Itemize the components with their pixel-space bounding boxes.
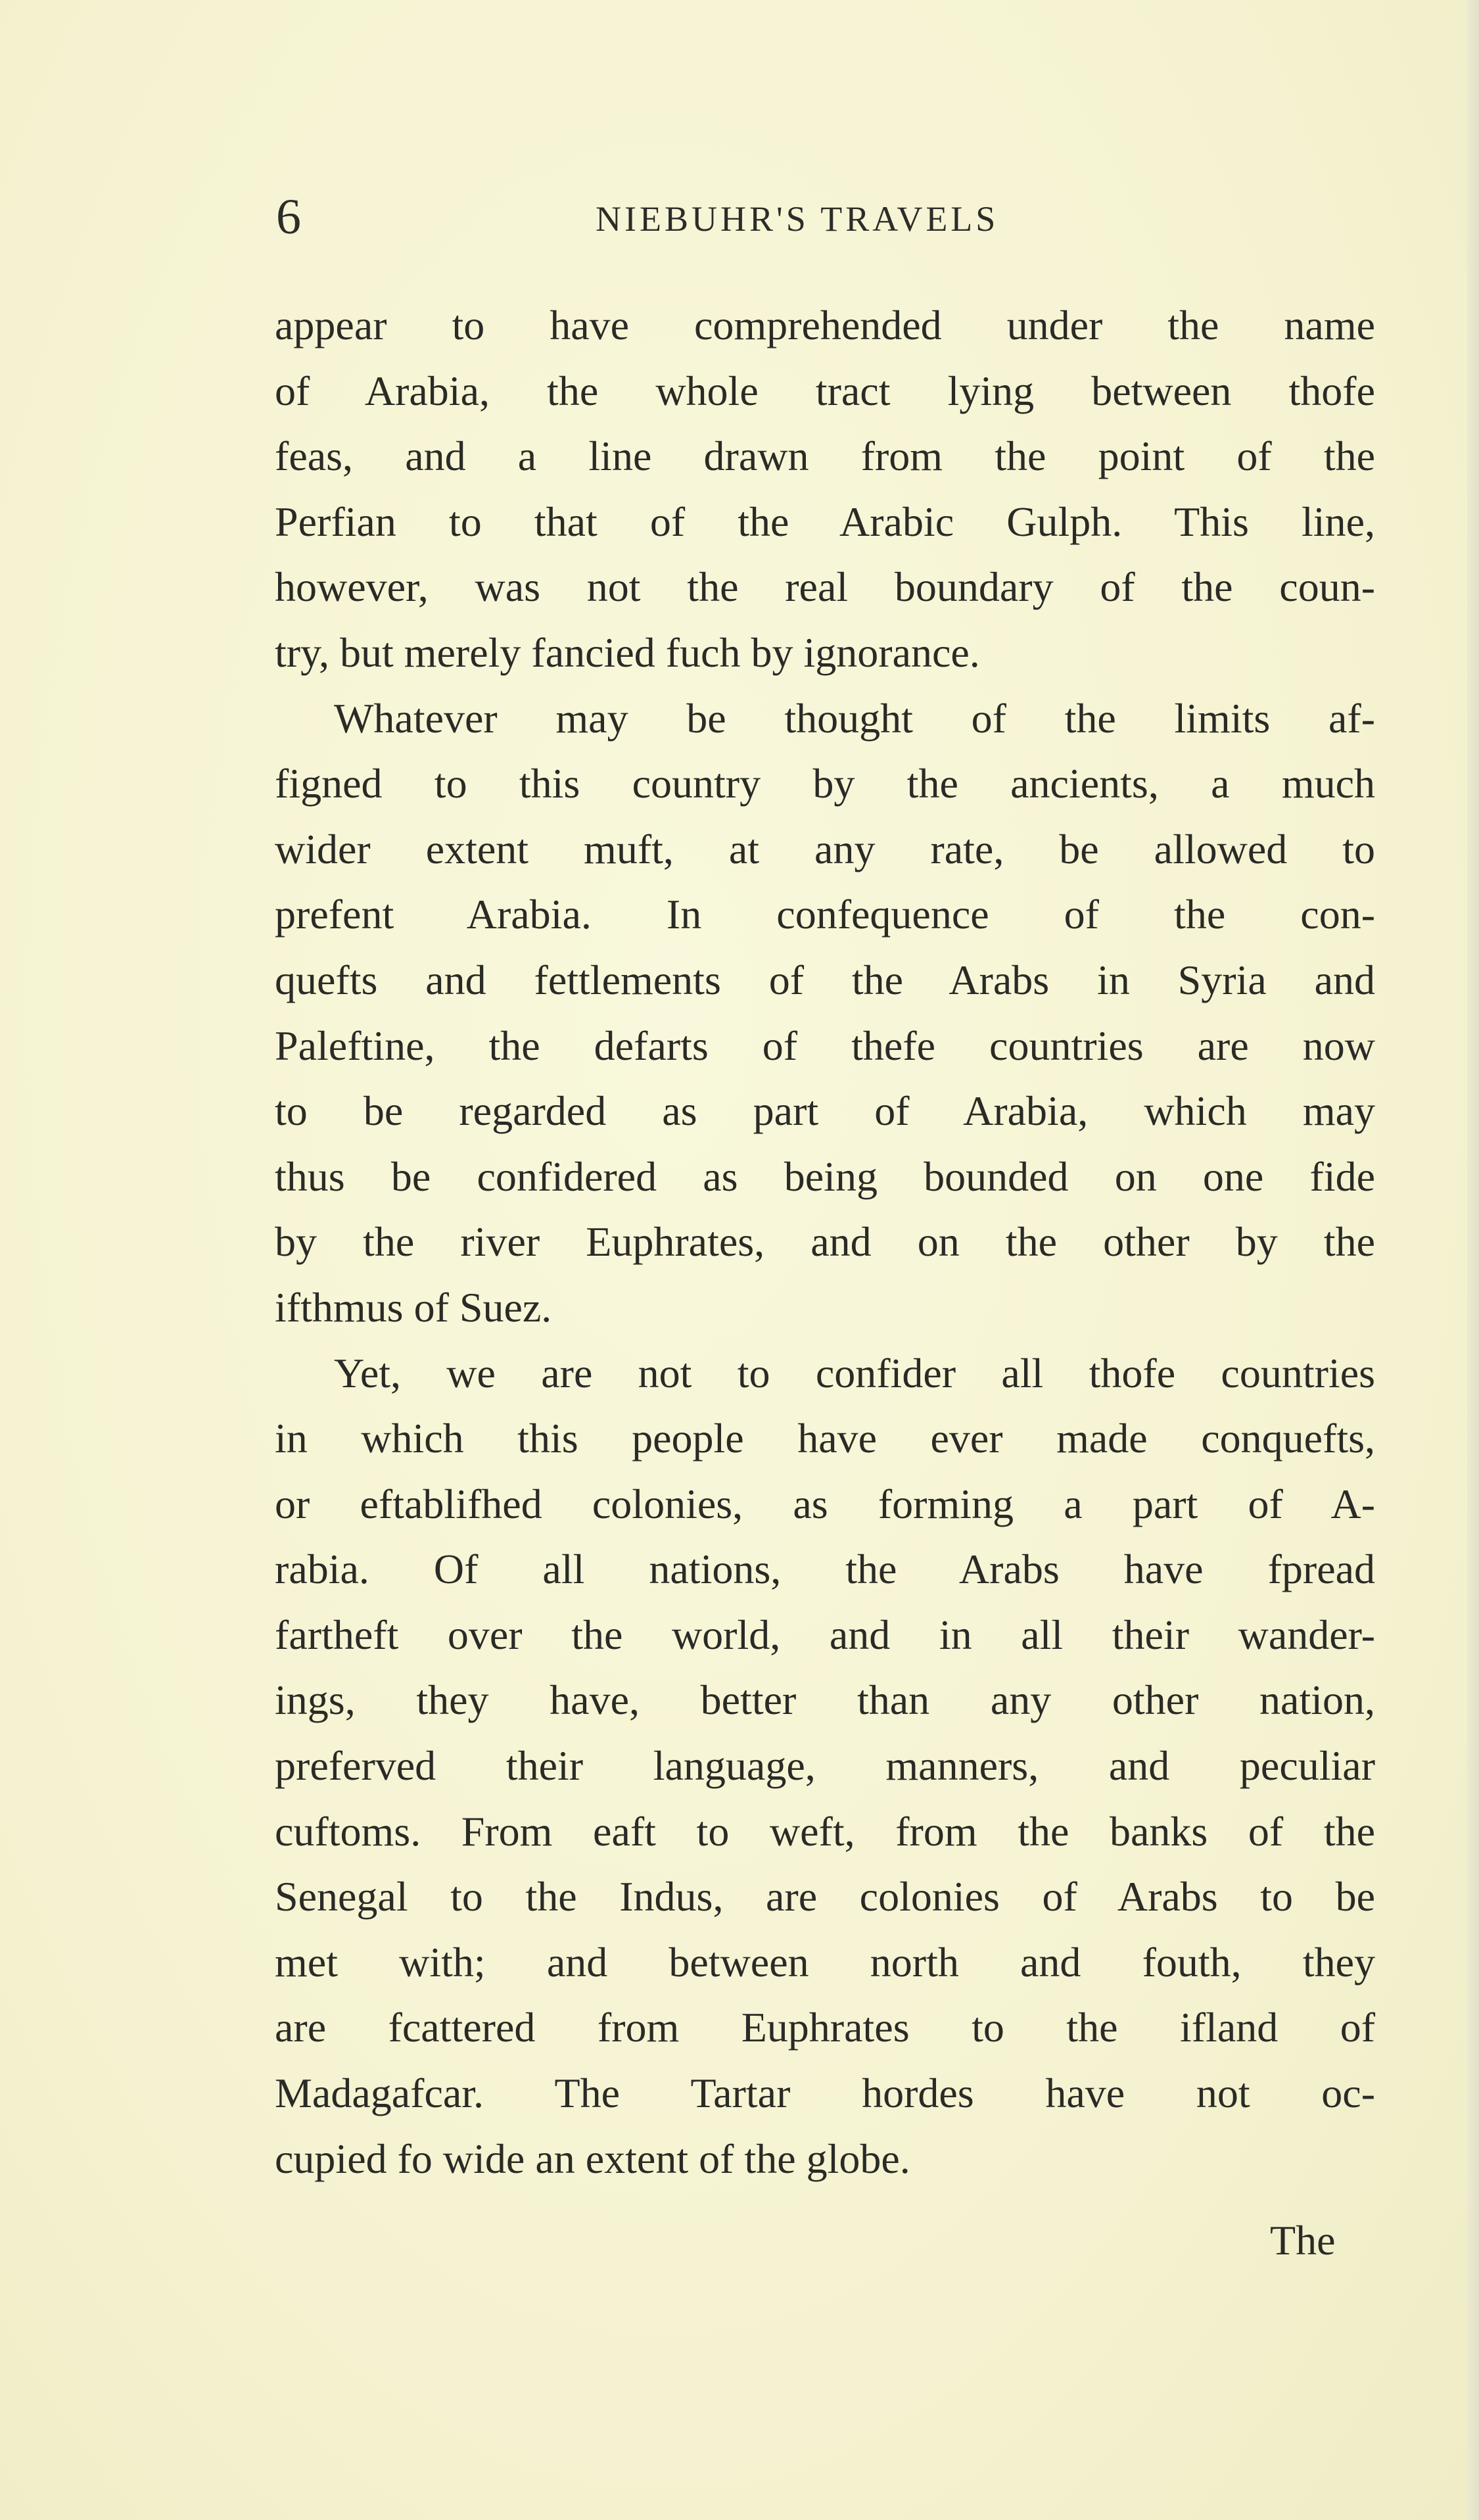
text-line: rabia. Of all nations, the Arabs have fpread bbox=[275, 1546, 1375, 1593]
text-line: however, was not the real boundary of the coun- bbox=[275, 563, 1375, 611]
text-line: thus be confidered as being bounded on one fide bbox=[275, 1153, 1375, 1200]
body-text bbox=[275, 293, 1375, 2191]
text-line: by the river Euphrates, and on the other by the bbox=[275, 1218, 1375, 1266]
page-header bbox=[276, 187, 1394, 247]
text-line: or eftablifhed colonies, as forming a part of A- bbox=[275, 1480, 1375, 1527]
text-line: Whatever may be thought of the limits af- bbox=[334, 694, 1375, 742]
text-line: in which this people have ever made conquefts, bbox=[275, 1415, 1375, 1462]
text-line: feas, and a line drawn from the point of the bbox=[275, 433, 1375, 480]
text-line: ings, they have, better than any other nation, bbox=[275, 1676, 1375, 1724]
text-line: are fcattered from Euphrates to the ifland of bbox=[275, 2004, 1375, 2051]
text-line: preferved their language, manners, and peculiar bbox=[275, 1742, 1375, 1790]
text-line: Yet, we are not to confider all thofe countries bbox=[334, 1349, 1375, 1396]
text-line: try, but merely fancied fuch by ignorance. bbox=[275, 629, 980, 676]
text-line: met with; and between north and fouth, they bbox=[275, 1938, 1375, 1985]
text-line: to be regarded as part of Arabia, which may bbox=[275, 1087, 1375, 1135]
text-line: fartheft over the world, and in all their wander- bbox=[275, 1611, 1375, 1658]
text-line: Senegal to the Indus, are colonies of Arabs to be bbox=[275, 1873, 1375, 1920]
text-line: wider extent muft, at any rate, be allowed to bbox=[275, 825, 1375, 872]
catchword: The bbox=[1270, 2217, 1336, 2264]
running-head: NIEBUHR'S TRAVELS bbox=[596, 199, 999, 239]
text-line: Paleftine, the defarts of thefe countries are now bbox=[275, 1022, 1375, 1069]
text-line: ifthmus of Suez. bbox=[275, 1283, 552, 1331]
page-edge bbox=[1467, 0, 1479, 2520]
text-line: cupied fo wide an extent of the globe. bbox=[275, 2135, 910, 2182]
page-number: 6 bbox=[276, 189, 301, 245]
text-line: figned to this country by the ancients, a much bbox=[275, 760, 1375, 807]
text-line: cuftoms. From eaft to weft, from the banks of the bbox=[275, 1807, 1375, 1855]
text-line: appear to have comprehended under the name bbox=[275, 302, 1375, 348]
text-line: quefts and fettlements of the Arabs in Syria and bbox=[275, 956, 1375, 1003]
text-line: prefent Arabia. In confequence of the con- bbox=[275, 891, 1375, 938]
text-line: Perfian to that of the Arabic Gulph. This line, bbox=[275, 498, 1375, 545]
text-line: Madagafcar. The Tartar hordes have not oc- bbox=[275, 2070, 1375, 2117]
text-line: of Arabia, the whole tract lying between thofe bbox=[275, 367, 1375, 414]
